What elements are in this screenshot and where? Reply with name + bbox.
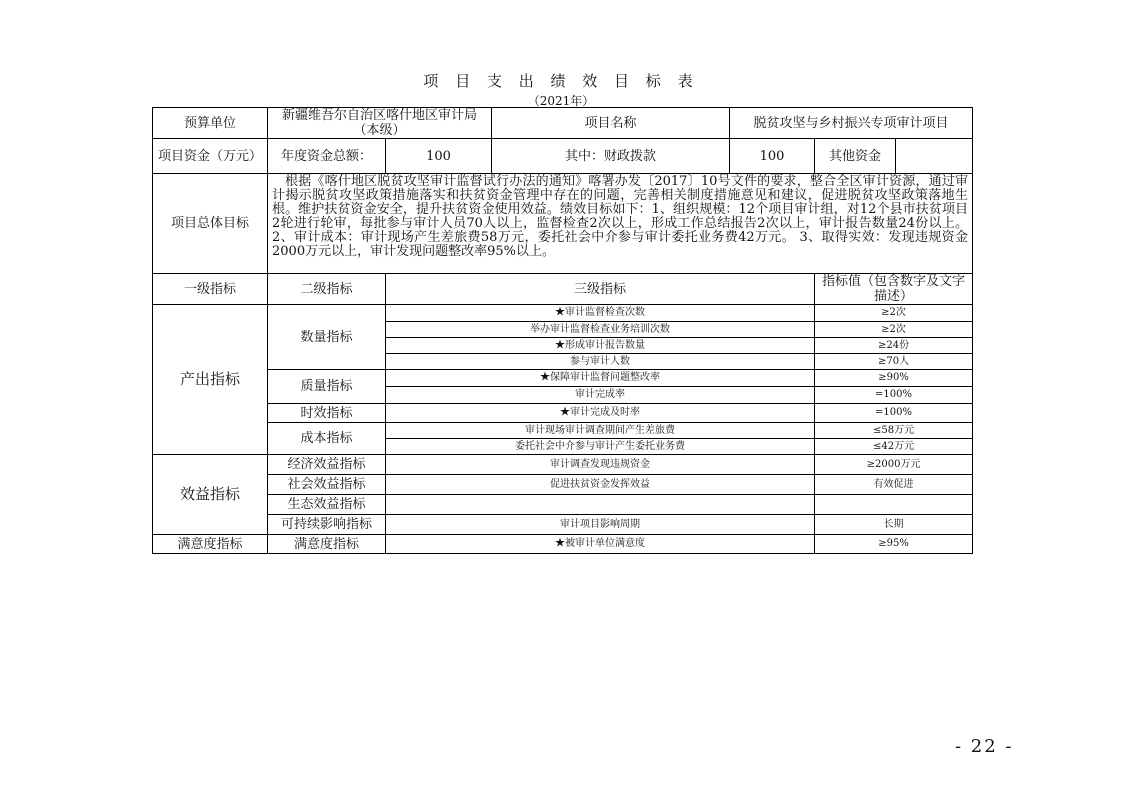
table-row-value xyxy=(815,495,973,515)
table-row-value: ≥90% xyxy=(815,370,973,387)
other-funds-cell xyxy=(815,139,973,174)
overall-goal-label: 项目总体目标 xyxy=(153,174,268,274)
table-row-name: 举办审计监督检查业务培训次数 xyxy=(386,322,815,338)
table-row-value: =100% xyxy=(815,404,973,423)
output-indicator-label: 产出指标 xyxy=(153,305,268,455)
fiscal-funds-label: 其中：财政拨款 xyxy=(492,139,730,174)
other-funds-label: 其他资金 xyxy=(815,139,896,173)
table-row-name: 参与审计人数 xyxy=(386,354,815,370)
satisfaction-sub-label: 满意度指标 xyxy=(268,535,386,554)
table-row-value: ≥2次 xyxy=(815,305,973,322)
table-row-value: 长期 xyxy=(815,515,973,535)
table-row-value: =100% xyxy=(815,387,973,404)
table-row-name: ★审计监督检查次数 xyxy=(386,305,815,322)
table-row-value: ≥2次 xyxy=(815,322,973,338)
table-row-name: 审计现场审计调查期间产生差旅费 xyxy=(386,423,815,439)
project-funds-label: 项目资金（万元） xyxy=(153,139,268,174)
table-row-name: 审计调查发现违规资金 xyxy=(386,455,815,475)
social-benefit-label: 社会效益指标 xyxy=(268,475,386,495)
col-level1-header: 一级指标 xyxy=(153,274,268,305)
fiscal-funds-value: 100 xyxy=(730,139,815,174)
project-name-label: 项目名称 xyxy=(492,108,730,139)
table-row-name: ★保障审计监督问题整改率 xyxy=(386,370,815,387)
col-value-header: 指标值（包含数字及文字描述） xyxy=(815,274,973,305)
table-row-name: 审计完成率 xyxy=(386,387,815,404)
table-row-value: 有效促进 xyxy=(815,475,973,495)
cost-indicator-label: 成本指标 xyxy=(268,423,386,455)
other-funds-value xyxy=(896,139,972,173)
table-row-value: ≥70人 xyxy=(815,354,973,370)
budget-unit-value: 新疆维吾尔自治区喀什地区审计局（本级） xyxy=(268,108,492,139)
satisfaction-indicator-label: 满意度指标 xyxy=(153,535,268,554)
quantity-indicator-label: 数量指标 xyxy=(268,305,386,370)
performance-target-table xyxy=(152,107,973,554)
page-number: - 22 - xyxy=(955,736,1014,757)
table-row-name: ★被审计单位满意度 xyxy=(386,535,815,554)
overall-goal-text: 根据《喀什地区脱贫攻坚审计监督试行办法的通知》喀署办发〔2017〕10号文件的要求，整合全区审计资源，通过审计揭示脱贫攻坚政策措施落实和扶贫资金管理中存在的问题，完善相关制度措施意见和建议，促进脱贫攻坚政策落地生根。维护扶贫资金安全，提升扶贫资金使用效益。绩效目标如下：1、组织规模：12个项目审计组，对12个县市扶贫项目2轮进行轮审，每批参与审计人员70人以上，监督检查2次以上，形成工作总结报告2次以上，审计报告数量24份以上。 2、审计成本：审计现场产生差旅费58万元，委托社会中介参与审计委托业务费42万元。 3、取得实效：发现违规资金2000万元以上，审计发现问题整改率95%以上。 xyxy=(268,174,973,274)
timeliness-indicator-label: 时效指标 xyxy=(268,404,386,423)
ecological-benefit-label: 生态效益指标 xyxy=(268,495,386,515)
table-row-value: ≥2000万元 xyxy=(815,455,973,475)
table-row-name: 审计项目影响周期 xyxy=(386,515,815,535)
table-row-name: ★形成审计报告数量 xyxy=(386,338,815,354)
table-row-name: 委托社会中介参与审计产生委托业务费 xyxy=(386,439,815,455)
table-row-value: ≤42万元 xyxy=(815,439,973,455)
table-row-name: ★审计完成及时率 xyxy=(386,404,815,423)
project-name-value: 脱贫攻坚与乡村振兴专项审计项目 xyxy=(730,108,973,139)
table-title: 项 目 支 出 绩 效 目 标 表 xyxy=(423,72,699,90)
table-row-name xyxy=(386,495,815,515)
col-level3-header: 三级指标 xyxy=(386,274,815,305)
table-row-value: ≥95% xyxy=(815,535,973,554)
table-row-value: ≤58万元 xyxy=(815,423,973,439)
col-level2-header: 二级指标 xyxy=(268,274,386,305)
table-row-name: 促进扶贫资金发挥效益 xyxy=(386,475,815,495)
economic-benefit-label: 经济效益指标 xyxy=(268,455,386,475)
sustainable-impact-label: 可持续影响指标 xyxy=(268,515,386,535)
table-row-value: ≥24份 xyxy=(815,338,973,354)
annual-total-label: 年度资金总额： xyxy=(268,139,386,174)
quality-indicator-label: 质量指标 xyxy=(268,370,386,404)
benefit-indicator-label: 效益指标 xyxy=(153,455,268,535)
annual-total-value: 100 xyxy=(386,139,492,174)
budget-unit-label: 预算单位 xyxy=(153,108,268,139)
table-year: （2021年） xyxy=(527,94,595,108)
